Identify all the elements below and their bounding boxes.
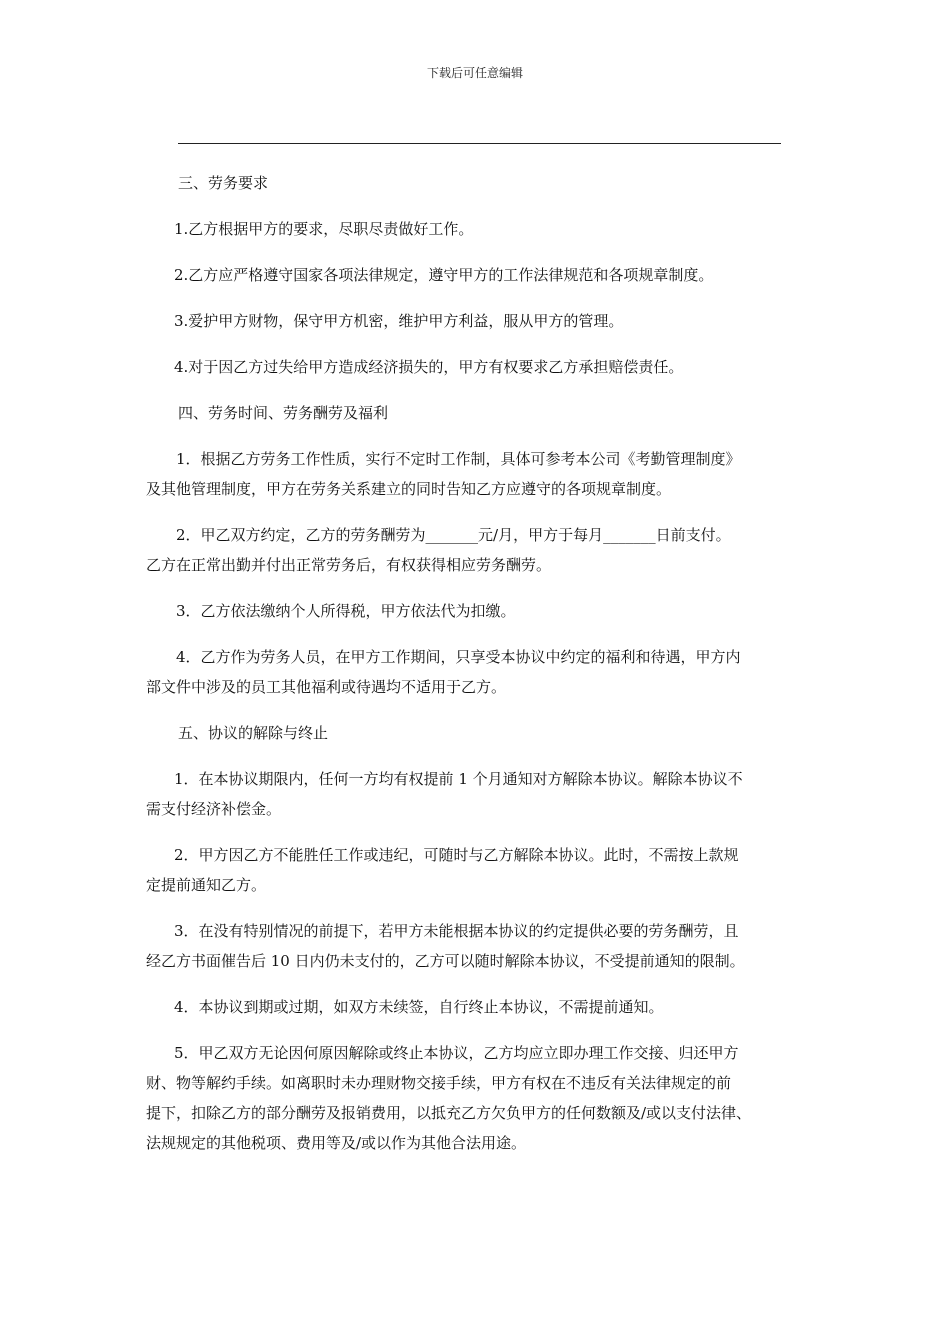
clause-4-2-line-2: 乙方在正常出勤并付出正常劳务后，有权获得相应劳务酬劳。 [146, 556, 552, 574]
clause-5-2 [146, 840, 806, 900]
header-divider [178, 143, 781, 144]
clause-5-5-line-1: 5．甲乙双方无论因何原因解除或终止本协议，乙方均应立即办理工作交接、归还甲方 [174, 1044, 739, 1062]
clause-3-4: 4.对于因乙方过失给甲方造成经济损失的，甲方有权要求乙方承担赔偿责任。 [174, 358, 684, 376]
clause-5-5 [146, 1038, 806, 1158]
clause-5-5-line-3: 提下，扣除乙方的部分酬劳及报销费用，以抵充乙方欠负甲方的任何数额及/或以支付法律、 [146, 1104, 752, 1122]
page-header: 下载后可任意编辑 [426, 66, 523, 80]
clause-5-3-line-1: 3．在没有特别情况的前提下，若甲方未能根据本协议的约定提供必要的劳务酬劳，且 [174, 922, 739, 940]
section-title-3: 三、劳务要求 [178, 174, 269, 192]
clause-4-3 [146, 596, 806, 626]
clause-4-4 [146, 642, 806, 702]
clause-5-5-line-2: 财、物等解约手续。如离职时未办理财物交接手续，甲方有权在不违反有关法律规定的前 [146, 1074, 732, 1092]
clause-5-2-line-2: 定提前通知乙方。 [146, 876, 267, 894]
clause-5-1 [146, 764, 806, 824]
clause-3-3: 3.爱护甲方财物，保守甲方机密，维护甲方利益，服从甲方的管理。 [174, 312, 624, 330]
clause-4-3-line-1: 3．乙方依法缴纳个人所得税，甲方依法代为扣缴。 [176, 602, 516, 620]
clause-5-1-line-1: 1．在本协议期限内，任何一方均有权提前 1 个月通知对方解除本协议。解除本协议不 [174, 770, 743, 788]
section-title-4: 四、劳务时间、劳务酬劳及福利 [178, 404, 389, 422]
clause-5-5-line-4: 法规规定的其他税项、费用等及/或以作为其他合法用途。 [146, 1134, 527, 1152]
clause-4-1-line-1: 1．根据乙方劳务工作性质，实行不定时工作制，具体可参考本公司《考勤管理制度》 [176, 450, 741, 468]
clause-5-1-line-2: 需支付经济补偿金。 [146, 800, 282, 818]
clause-3-2: 2.乙方应严格遵守国家各项法律规定，遵守甲方的工作法律规范和各项规章制度。 [174, 266, 714, 284]
clause-4-2-line-1: 2．甲乙双方约定，乙方的劳务酬劳为_______元/月，甲方于每月_______日前支付。 [176, 526, 731, 544]
section-title-5: 五、协议的解除与终止 [178, 724, 329, 742]
clause-4-2 [146, 520, 806, 580]
clause-5-4-line-1: 4．本协议到期或过期，如双方未续签，自行终止本协议，不需提前通知。 [174, 998, 664, 1016]
clause-4-1 [146, 444, 806, 504]
document-body [146, 168, 806, 1174]
clause-5-3 [146, 916, 806, 976]
clause-4-4-line-2: 部文件中涉及的员工其他福利或待遇均不适用于乙方。 [146, 678, 507, 696]
clause-4-1-line-2: 及其他管理制度，甲方在劳务关系建立的同时告知乙方应遵守的各项规章制度。 [146, 480, 672, 498]
clause-5-3-line-2: 经乙方书面催告后 10 日内仍未支付的，乙方可以随时解除本协议，不受提前通知的限制。 [146, 952, 745, 970]
clause-3-1: 1.乙方根据甲方的要求，尽职尽责做好工作。 [174, 220, 474, 238]
clause-4-4-line-1: 4．乙方作为劳务人员，在甲方工作期间，只享受本协议中约定的福利和待遇，甲方内 [176, 648, 741, 666]
clause-5-4 [146, 992, 806, 1022]
clause-5-2-line-1: 2．甲方因乙方不能胜任工作或违纪，可随时与乙方解除本协议。此时，不需按上款规 [174, 846, 739, 864]
